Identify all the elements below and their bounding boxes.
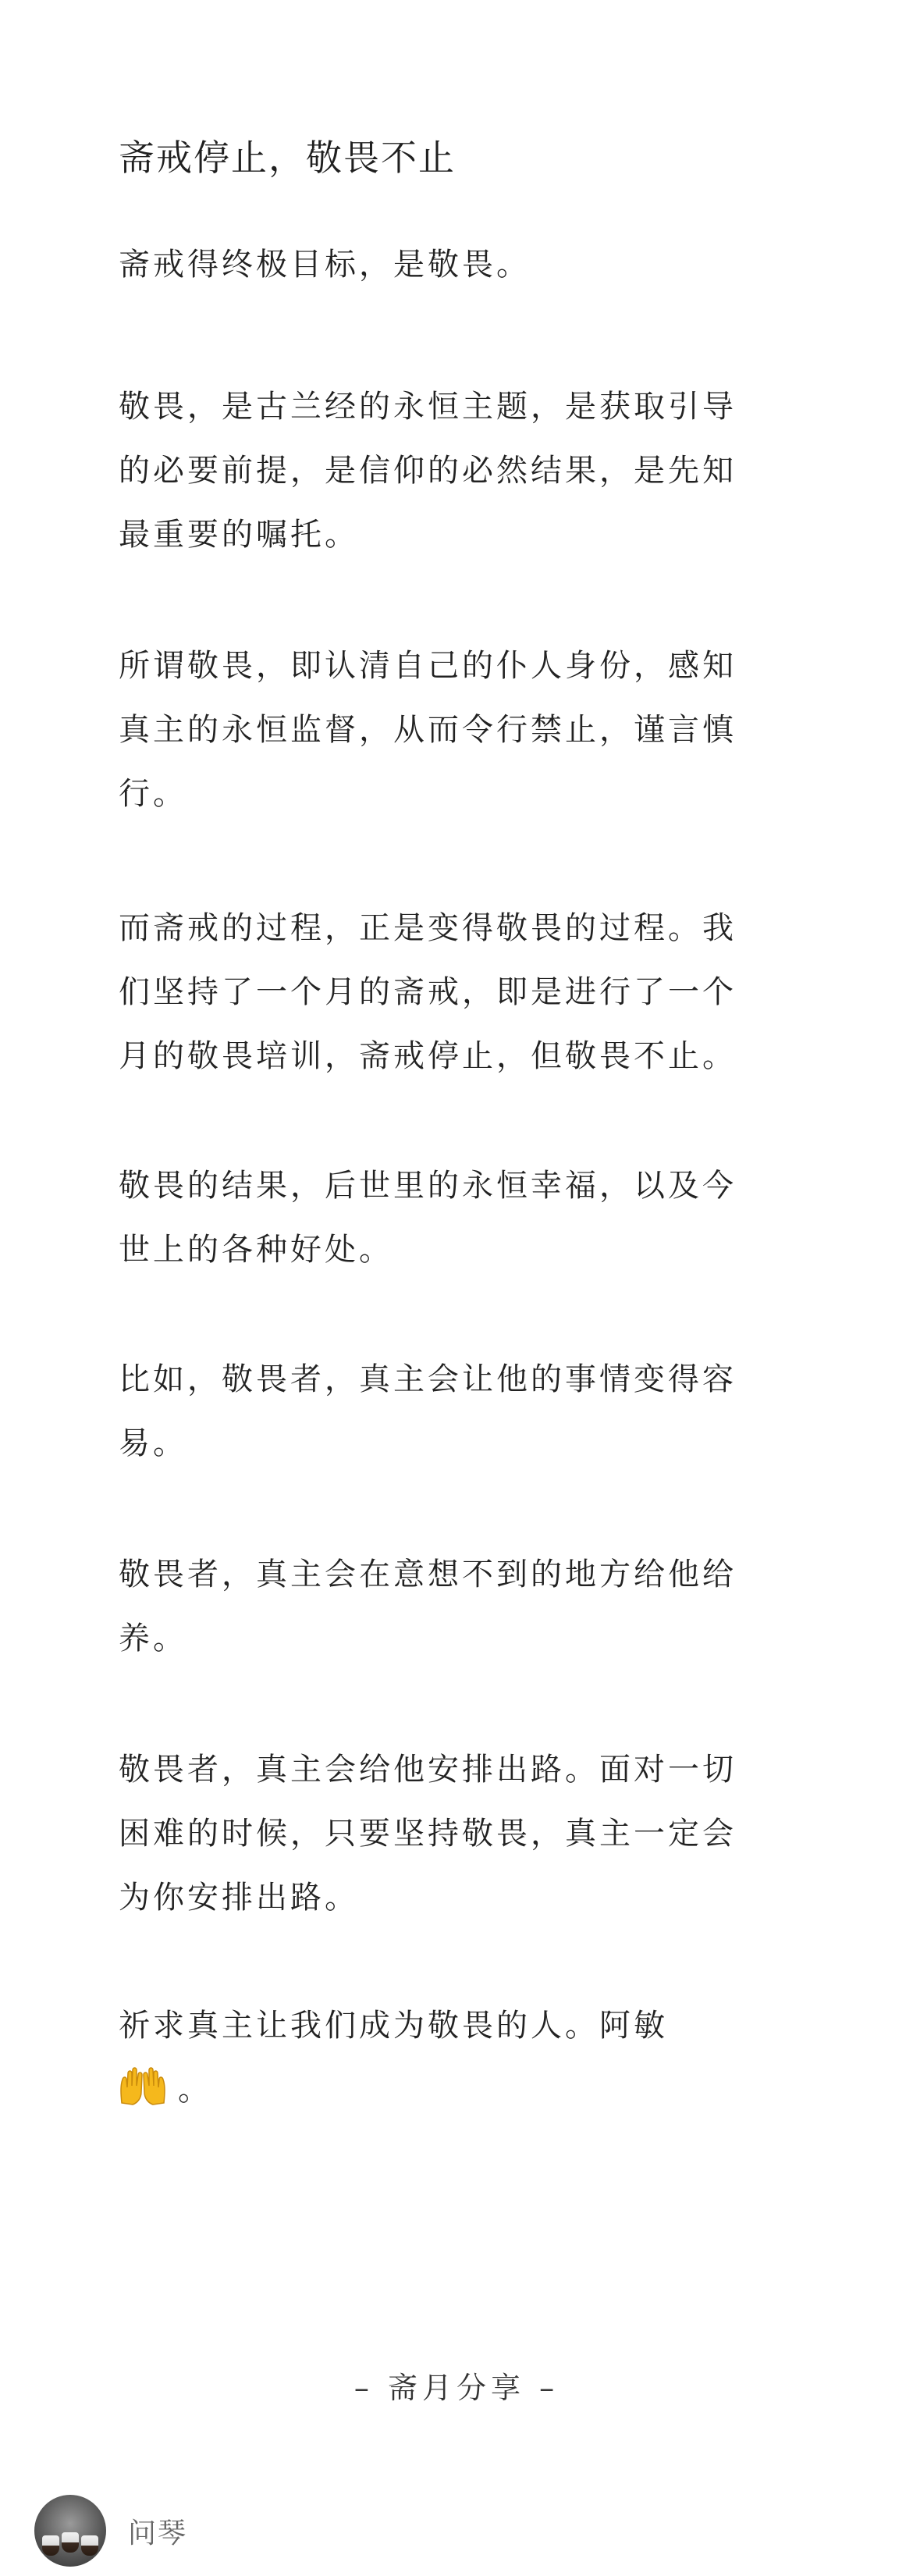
paragraph-line: 敬畏者，真主会在意想不到的地方给他给 bbox=[119, 1557, 737, 1592]
paragraph-line: 敬畏的结果，后世里的永恒幸福，以及今 bbox=[119, 1168, 737, 1204]
paragraph-line: 斋戒得终极目标，是敬畏。 bbox=[119, 247, 531, 283]
paragraph bbox=[119, 634, 805, 826]
avatar-cup-shape bbox=[62, 2532, 79, 2553]
paragraph-line: 易。 bbox=[119, 1425, 187, 1461]
author-name[interactable]: 问琴 bbox=[128, 2517, 188, 2549]
paragraph-line: 的必要前提，是信仰的必然结果，是先知 bbox=[119, 453, 737, 489]
paragraph-line: 困难的时候，只要坚持敬畏，真主一定会 bbox=[119, 1816, 737, 1852]
paragraph bbox=[119, 233, 805, 297]
raised-hands-icon bbox=[119, 2065, 167, 2106]
paragraph-line: 最重要的嘱托。 bbox=[119, 517, 359, 553]
emoji-line bbox=[119, 2058, 805, 2122]
author-info[interactable] bbox=[34, 2495, 187, 2567]
paragraph-line: 养。 bbox=[119, 1621, 187, 1656]
avatar-cup-shape bbox=[42, 2535, 59, 2556]
paragraph bbox=[119, 1347, 805, 1475]
paragraph-line: 敬畏，是古兰经的永恒主题，是获取引导 bbox=[119, 389, 737, 425]
paragraph bbox=[119, 375, 805, 567]
paragraph bbox=[119, 1542, 805, 1670]
article-title: 斋戒停止，敬畏不止 bbox=[119, 137, 456, 179]
paragraph bbox=[119, 896, 805, 1088]
paragraph-line: 所谓敬畏，即认清自己的仆人身份，感知 bbox=[119, 648, 737, 684]
paragraph-line: 比如，敬畏者，真主会让他的事情变得容 bbox=[119, 1361, 737, 1397]
paragraph-line: 真主的永恒监督，从而令行禁止，谨言慎 bbox=[119, 712, 737, 748]
paragraph-line: 敬畏者，真主会给他安排出路。面对一切 bbox=[119, 1752, 737, 1788]
paragraph-line: 为你安排出路。 bbox=[119, 1880, 359, 1916]
paragraph-line: 月的敬畏培训，斋戒停止，但敬畏不止。 bbox=[119, 1038, 737, 1074]
paragraph bbox=[119, 1738, 805, 1930]
paragraph-line: 行。 bbox=[119, 776, 187, 812]
closing-period: 。 bbox=[178, 2072, 212, 2108]
avatar-cup-shape bbox=[81, 2535, 98, 2556]
paragraph-line: 祈求真主让我们成为敬畏的人。阿敏 bbox=[119, 2008, 668, 2044]
paragraph bbox=[119, 1154, 805, 1282]
closing-paragraph bbox=[119, 1994, 805, 2122]
paragraph-line: 世上的各种好处。 bbox=[119, 1232, 393, 1268]
avatar[interactable] bbox=[34, 2495, 106, 2567]
paragraph-line: 而斋戒的过程，正是变得敬畏的过程。我 bbox=[119, 910, 737, 946]
paragraph-line: 们坚持了一个月的斋戒，即是进行了一个 bbox=[119, 974, 737, 1010]
section-footer: – 斋月分享 – bbox=[353, 2371, 560, 2405]
